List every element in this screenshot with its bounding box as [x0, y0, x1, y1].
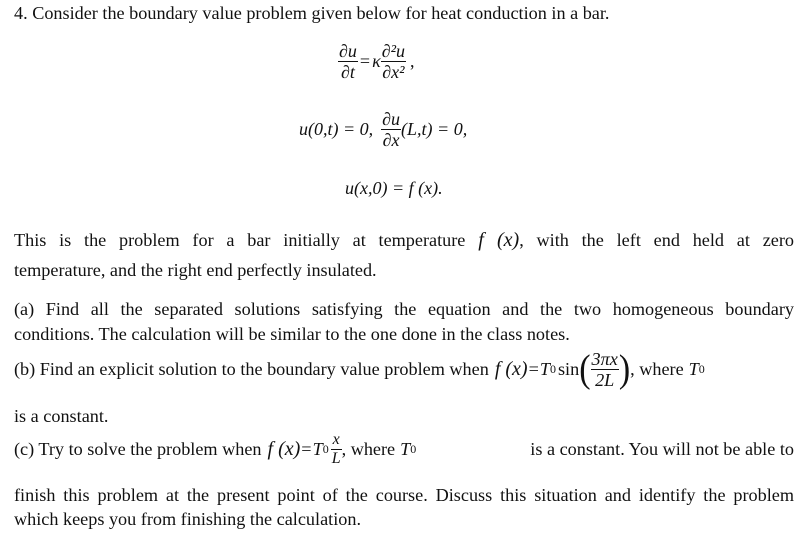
part-c-where: , where [341, 439, 396, 459]
part-c-denominator: L [331, 450, 341, 467]
part-a-line1: (a) Find all the separated solutions satisfying the equation and the two homogeneous boundary [14, 299, 794, 319]
part-b-line2: is a constant. [14, 406, 109, 426]
part-a-line2: conditions. The calculation will be similar to the one done in the class notes. [14, 324, 570, 344]
heat-equation [338, 42, 415, 81]
du-numerator: ∂u [339, 41, 357, 61]
part-c-text: (c) Try to solve the problem when [14, 439, 262, 459]
part-b-T2-subscript: 0 [698, 362, 705, 377]
part-c-T2: T [400, 439, 411, 459]
part-b-line1 [14, 347, 794, 391]
part-b-where: , where [630, 359, 684, 380]
boundary-conditions [299, 110, 467, 149]
right-paren: ) [618, 347, 631, 391]
part-c-equals: = [301, 439, 312, 459]
part-c-line1 [14, 432, 794, 467]
part-c-line3: which keeps you from finishing the calculation. [14, 509, 361, 529]
part-b-numerator: 3πx [591, 349, 618, 369]
part-b-text: (b) Find an explicit solution to the boundary value problem when [14, 359, 489, 380]
right-boundary-condition: (L,t) = 0, [401, 119, 468, 139]
initial-condition: u(x,0) = f (x). [345, 178, 443, 198]
d2u-dx2-fraction [381, 42, 406, 81]
part-c-function: f (x) [267, 438, 301, 460]
part-c-line2: finish this problem at the present point of the course. Discuss this situation and identify the problem [14, 485, 794, 505]
part-b-fraction [591, 350, 619, 389]
part-b-T-subscript: 0 [549, 362, 556, 377]
part-b-sin: sin [557, 359, 580, 380]
para1-line2: temperature, and the right end perfectly insulated. [14, 260, 377, 280]
part-c-T2-subscript: 0 [410, 442, 417, 456]
para1-line1 [14, 229, 794, 252]
part-c-fraction [331, 432, 342, 467]
dt-denominator: ∂t [341, 62, 355, 82]
equals-sign: = [359, 51, 371, 71]
left-boundary-condition: u(0,t) = 0, [299, 119, 374, 139]
part-b-T: T [539, 359, 550, 380]
dx2-denominator: ∂x² [382, 62, 405, 82]
para1-function: f (x) [478, 229, 520, 251]
part-b-T2: T [688, 359, 699, 380]
problem-intro: 4. Consider the boundary value problem given below for heat conduction in a bar. [14, 3, 610, 23]
part-c-rest: is a constant. You will not be able to [530, 439, 794, 459]
trailing-comma: , [410, 51, 415, 71]
du-dx-denominator: ∂x [382, 130, 400, 150]
para1-text-b: , with the left end held at zero [519, 230, 794, 250]
du-dt-fraction [338, 42, 358, 81]
du-dx-fraction [381, 110, 401, 149]
part-c-numerator: x [332, 431, 340, 448]
part-c-T-subscript: 0 [322, 442, 329, 456]
part-c-T: T [312, 439, 323, 459]
part-b-function: f (x) [494, 358, 528, 381]
part-b-denominator: 2L [595, 370, 615, 391]
kappa-symbol: κ [372, 51, 381, 71]
du-dx-numerator: ∂u [382, 109, 401, 129]
left-paren: ( [579, 347, 591, 391]
d2u-numerator: ∂²u [381, 41, 405, 61]
para1-text-a: This is the problem for a bar initially at temperature [14, 230, 466, 250]
part-b-equals: = [528, 359, 539, 380]
